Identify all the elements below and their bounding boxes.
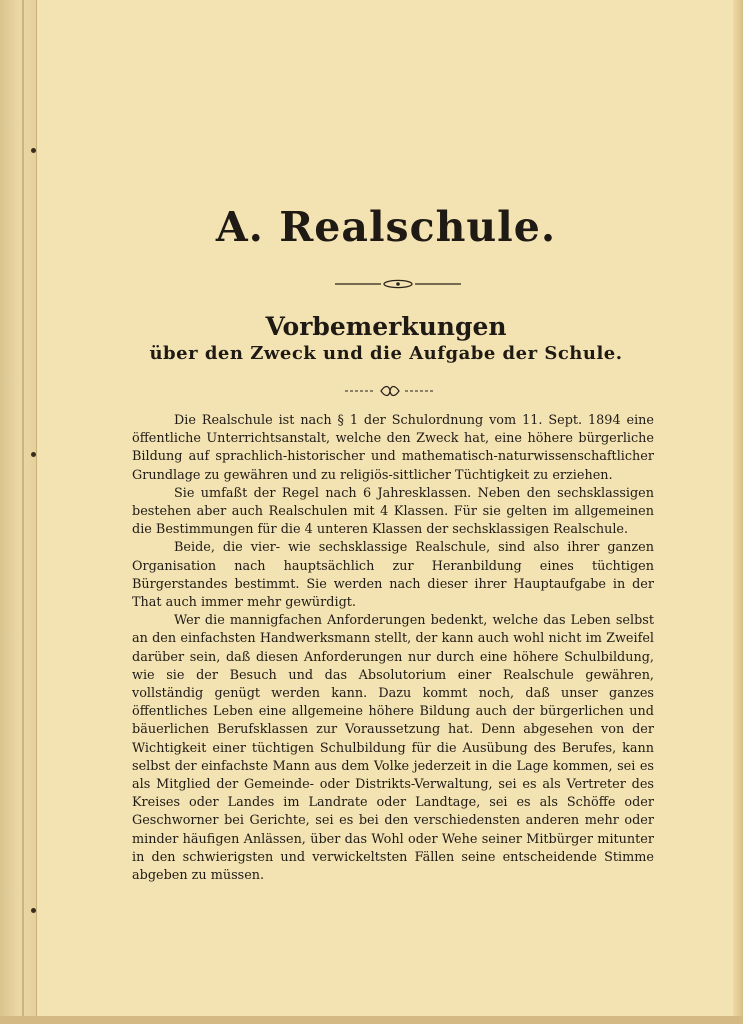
chapter-title: A. Realschule. bbox=[215, 203, 557, 251]
page-binding bbox=[0, 0, 37, 1024]
paragraph: Beide, die vier- wie sechsklassige Realschule, sind also ihrer ganzen Organisation nach hauptsächlich zur Heranbildung eines tüchtigen Bürgerstandes bestimmt. Sie werden nach dieser ihrer Hauptaufgabe in der That auch immer mehr gewürdigt. bbox=[132, 540, 654, 611]
binding-fold bbox=[22, 0, 24, 1024]
body-text bbox=[132, 412, 654, 885]
section-title: Vorbemerkungen bbox=[265, 312, 507, 341]
binding-stitch bbox=[31, 908, 36, 913]
paragraph: Sie umfaßt der Regel nach 6 Jahresklassen. Neben den sechsklassigen bestehen aber auch Realschulen mit 4 Klassen. Für sie gelten im allgemeinen die Bestimmungen für die 4 unteren Klassen der sechsklassigen Realschule. bbox=[132, 485, 654, 538]
page-edge-bottom bbox=[0, 1016, 743, 1024]
paragraph: Die Realschule ist nach § 1 der Schulordnung vom 11. Sept. 1894 eine öffentliche Unterrichtsanstalt, welche den Zweck hat, eine höhere bürgerliche Bildung auf sprachlich-historischer und mathematisch-naturwissenschaftlicher Grundlage zu gewähren und zu religiös-sittlicher Tüchtigkeit zu erziehen. bbox=[132, 413, 654, 483]
paragraph: Wer die mannigfachen Anforderungen bedenkt, welche das Leben selbst an den einfachsten Handwerksmann stellt, der kann auch wohl nicht im Zweifel darüber sein, daß diesen Anforderungen nur durch eine höhere Schulbildung, wie sie der Besuch und das Absolutorium einer Realschule gewähren, vollständig genügt werden kann. Dazu kommt noch, daß unser ganzes öffentliches Leben eine allgemeine höhere Bildung auch der bürgerlichen und bäuerlichen Berufsklassen zur Voraussetzung hat. Denn abgesehen von der Wichtigkeit einer tüchtigen Schulbildung für die Ausübung des Berufes, kann selbst der einfachste Mann aus dem Volke jederzeit in die Lage kommen, sei es als Mitglied der Gemeinde- oder Distrikts-Verwaltung, sei es als Vertreter des Kreises oder Landes im Landrate oder Landtage, sei es als Schöffe oder Geschworner bei Gerichte, sei es bei den verschiedensten anderen mehr oder minder häufigen Anlässen, über das Wohl oder Wehe seiner Mitbürger mitunter in den schwierigsten und verwickeltsten Fällen seine entscheidende Stimme abgeben zu müssen. bbox=[132, 613, 654, 884]
section-ornament bbox=[345, 385, 435, 397]
binding-stitch bbox=[31, 148, 36, 153]
section-subtitle: über den Zweck und die Aufgabe der Schule. bbox=[149, 343, 623, 364]
binding-stitch bbox=[31, 452, 36, 457]
page-edge-right bbox=[733, 0, 743, 1024]
title-ornament bbox=[335, 278, 461, 290]
